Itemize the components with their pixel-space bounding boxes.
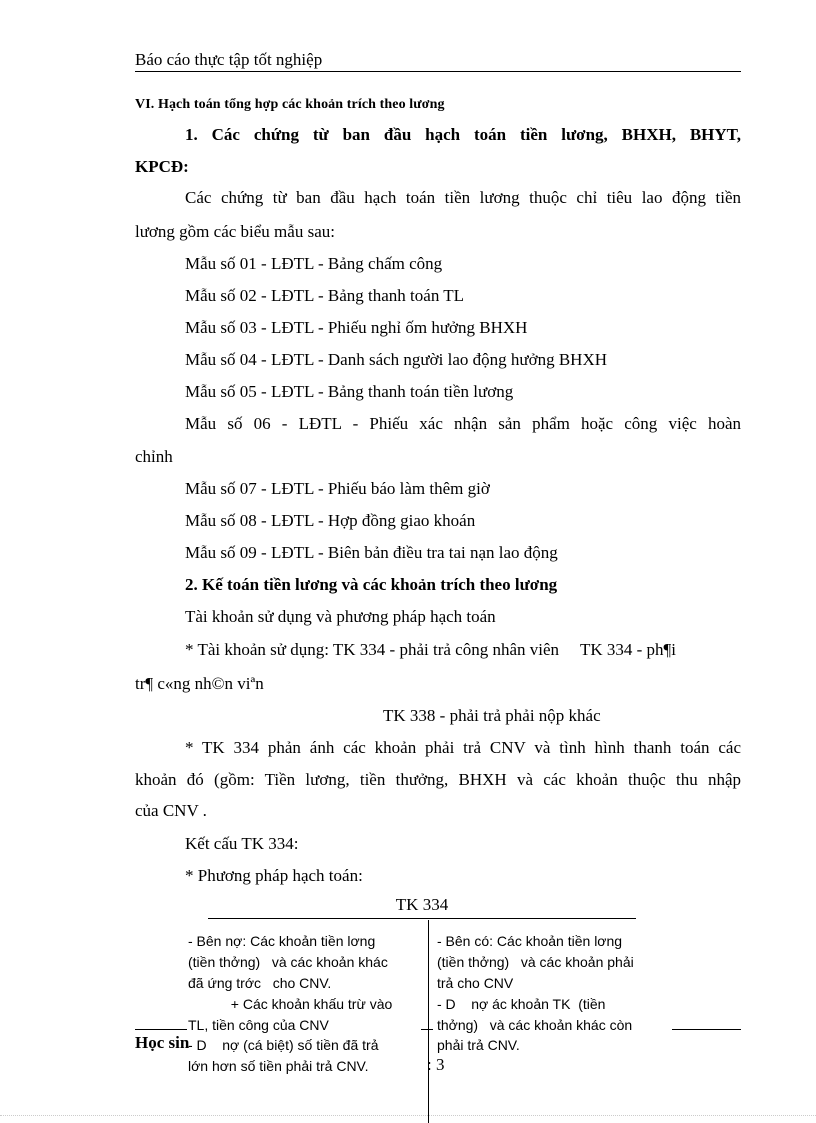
method-label: * Phương pháp hạch toán:	[185, 866, 363, 885]
debit-line: (tiền thởng) và các khoản khác	[188, 954, 388, 970]
desc-paragraph-cont: khoản đó (gồm: Tiền lương, tiền thưởng, BHXH và các khoản thuộc thu nhập	[135, 770, 741, 789]
page-bottom-border	[0, 1115, 816, 1116]
part2-heading: 2. Kế toán tiền lương và các khoản trích theo lương	[185, 575, 558, 594]
accounts-line-cont: tr¶ c«ng nh©n viªn	[135, 674, 264, 693]
intro-paragraph-cont: lương gồm các biểu mẫu sau:	[135, 222, 335, 241]
t-account-divider	[428, 920, 429, 1123]
credit-line: thởng) và các khoản khác còn	[437, 1017, 633, 1033]
t-account-top-rule	[208, 918, 636, 919]
form-item: Mẫu số 07 - LĐTL - Phiếu báo làm thêm giờ	[185, 479, 490, 498]
credit-line: (tiền thởng) và các khoản phải	[437, 954, 634, 970]
footer-label: Học sin	[135, 1033, 190, 1052]
footer-rule-right	[672, 1029, 741, 1030]
page-number: : 3	[427, 1055, 445, 1074]
part1-heading-cont: KPCĐ:	[135, 157, 189, 176]
debit-line: + Các khoản khấu trừ vào	[188, 996, 393, 1012]
part1-heading: 1. Các chứng từ ban đầu hạch toán tiền lương, BHXH, BHYT,	[185, 125, 741, 144]
intro-paragraph: Các chứng từ ban đầu hạch toán tiền lương thuộc chỉ tiêu lao động tiền	[185, 188, 741, 207]
section-title: VI. Hạch toán tổng hợp các khoản trích theo lương	[135, 97, 445, 112]
desc-paragraph: * TK 334 phản ánh các khoản phải trả CNV và tình hình thanh toán các	[185, 738, 741, 757]
form-item: Mẫu số 08 - LĐTL - Hợp đồng giao khoán	[185, 511, 476, 530]
footer-rule-middle	[421, 1029, 433, 1030]
accounts-line-338: TK 338 - phải trả phải nộp khác	[383, 706, 601, 725]
credit-line: trả cho CNV	[437, 975, 514, 991]
structure-label: Kết cấu TK 334:	[185, 834, 299, 853]
desc-paragraph-end: của CNV .	[135, 801, 207, 820]
debit-line: đã ứng trớc cho CNV.	[188, 975, 332, 991]
t-account-title: TK 334	[395, 895, 449, 914]
part2-subheading: Tài khoản sử dụng và phương pháp hạch toán	[185, 607, 496, 626]
form-item-cont: chỉnh	[135, 447, 173, 466]
form-item: Mẫu số 03 - LĐTL - Phiếu nghỉ ốm hưởng BHXH	[185, 318, 528, 337]
form-item: Mẫu số 01 - LĐTL - Bảng chấm công	[185, 254, 443, 273]
credit-line: - Bên có: Các khoản tiền lơng	[437, 933, 623, 949]
debit-line: lớn hơn số tiền phải trả CNV.	[188, 1058, 369, 1074]
form-item: Mẫu số 09 - LĐTL - Biên bản điều tra tai nạn lao động	[185, 543, 558, 562]
debit-line: TL, tiền công của CNV	[188, 1017, 329, 1033]
form-item: Mẫu số 02 - LĐTL - Bảng thanh toán TL	[185, 286, 465, 305]
form-item: Mẫu số 05 - LĐTL - Bảng thanh toán tiền lương	[185, 382, 514, 401]
accounts-line: * Tài khoản sử dụng: TK 334 - phải trả công nhân viên TK 334 - ph¶i	[185, 640, 676, 659]
form-item: Mẫu số 04 - LĐTL - Danh sách người lao động hưởng BHXH	[185, 350, 607, 369]
debit-line: - D nợ (cá biệt) số tiền đã trả	[188, 1037, 379, 1053]
form-item: Mẫu số 06 - LĐTL - Phiếu xác nhận sản phẩm hoặc công việc hoàn	[185, 414, 741, 433]
credit-line: - D nợ ác khoản TK (tiền	[437, 996, 606, 1012]
document-header: Báo cáo thực tập tốt nghiệp	[135, 50, 323, 69]
header-divider	[135, 71, 741, 72]
debit-line: - Bên nợ: Các khoản tiền lơng	[188, 933, 376, 949]
footer-rule-left	[135, 1029, 187, 1030]
credit-line: phải trả CNV.	[437, 1037, 520, 1053]
